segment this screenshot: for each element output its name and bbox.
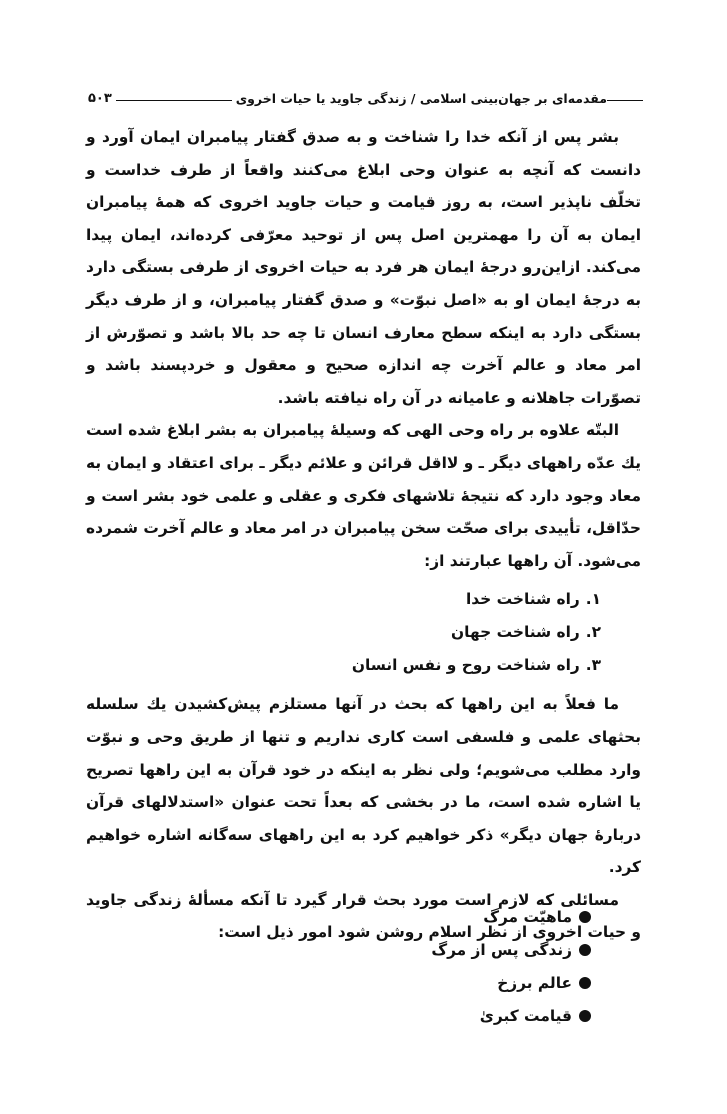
running-header: [88, 86, 647, 106]
bullet-icon: [579, 944, 591, 956]
paragraph-3: ما فعلاً به این راهها که بحث در آنها مستلزم پیش‌کشیدن یك سلسله بحثهای علمی و فلسفی است کاری نداریم و تنها از طریق وحی و نبوّت وارد مطلب می‌شویم؛ ولی نظر به اینکه در خود قرآن به این راهها تصریح یا اشاره شده است، ما در بخشی که بعداً تحت عنوان «استدلالهای قرآن دربارهٔ جهان دیگر» ذکر خواهیم کرد به این راههای سه‌گانه اشاره خواهیم کرد.: [86, 695, 641, 877]
header-rule: [116, 100, 232, 101]
topic-item: [311, 1000, 591, 1033]
bullet-icon: [579, 1010, 591, 1022]
topic-item: [311, 934, 591, 967]
topics-list: [311, 901, 611, 1033]
header-rule-right: [607, 100, 643, 101]
ways-item-2: [86, 616, 601, 649]
ways-item-number: ۳.: [585, 656, 601, 675]
topic-text: قیامت کبریٰ: [479, 1007, 572, 1025]
main-text: [86, 121, 641, 949]
paragraph-4: مسائلی که لازم است مورد بحث قرار گیرد تا آنکه مسألهٔ زندگی جاوید و حیات اخروی از نظر اسلام روشن شود امور ذیل است:: [86, 890, 641, 942]
page-number: ۵۰۳: [88, 91, 112, 106]
topic-text: زندگی پس از مرگ: [431, 941, 572, 959]
ways-item-3: [86, 649, 601, 682]
topic-item: [311, 901, 591, 934]
topics-block: [311, 901, 611, 1033]
ways-list: [86, 583, 641, 682]
header-title: مقدمه‌ای بر جهان‌بینی اسلامی / زندگی جاوید یا حیات اخروی: [235, 91, 607, 106]
topic-text: عالم برزخ: [497, 974, 572, 992]
ways-item-text: راه شناخت خدا: [465, 590, 580, 609]
topic-item: [311, 967, 591, 1000]
ways-item-text: راه شناخت جهان: [451, 623, 580, 642]
bullet-icon: [579, 911, 591, 923]
bullet-icon: [579, 977, 591, 989]
ways-item-text: راه شناخت روح و نفس انسان: [351, 656, 580, 675]
paragraph-2: البتّه علاوه بر راه وحی الهی که وسیلهٔ پیامبران به بشر ابلاغ شده است یك عدّه راههای دیگر ـ و لااقل قرائن و علائم دیگر ـ برای اعتقاد و ایمان به معاد وجود دارد که نتیجهٔ تلاشهای فکری و عقلی و علمی خود بشر است و حدّاقل، تأییدی برای صحّت سخن پیامبران در امر معاد و عالم آخرت شمرده می‌شود. آن راهها عبارتند از:: [86, 421, 641, 570]
ways-item-1: [86, 583, 601, 616]
ways-item-number: ۲.: [585, 623, 601, 642]
ways-item-number: ۱.: [585, 590, 601, 609]
topic-text: ماهیّت مرگ: [483, 908, 572, 926]
paragraph-1: بشر پس از آنکه خدا را شناخت و به صدق گفتار پیامبران ایمان آورد و دانست که آنچه به عنوان وحی ابلاغ می‌کنند واقعاً از طرف خداست و تخلّف ناپذیر است، به روز قیامت و حیات جاوید اخروی که همهٔ پیامبران ایمان به آن را مهمترین اصل پس از توحید معرّفی کرده‌اند، ایمان پیدا می‌کند. ازاین‌رو درجهٔ ایمان هر فرد به حیات اخروی از طرفی بستگی دارد به درجهٔ ایمان او به «اصل نبوّت» و صدق گفتار پیامبران، و از طرف دیگر بستگی دارد به اینکه سطح معارف انسان تا چه حد بالا باشد و تصوّرش از امر معاد و عالم آخرت چه اندازه صحیح و معقول و خردپسند باشد و تصوّرات جاهلانه و عامیانه در آن راه نیافته باشد.: [86, 128, 641, 407]
